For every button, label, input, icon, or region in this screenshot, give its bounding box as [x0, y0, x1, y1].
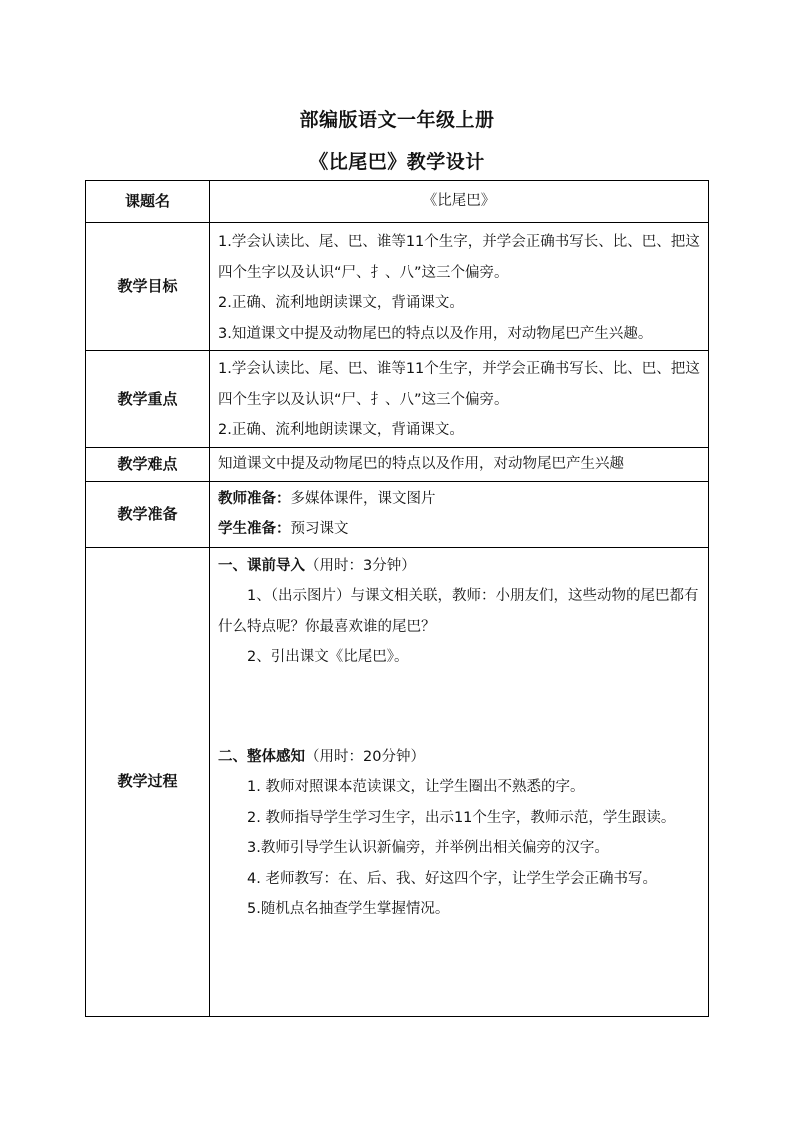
key-points-content — [210, 351, 709, 448]
section1-title: 一、课前导入 — [218, 557, 305, 574]
teacher-preparation-value: 多媒体课件，课文图片 — [290, 490, 436, 507]
section2-time: （用时：20分钟） — [305, 748, 425, 765]
goals-label: 教学目标 — [86, 223, 210, 351]
goals-content — [210, 223, 709, 351]
student-preparation-label: 学生准备： — [218, 521, 291, 537]
key-point-item: 1.学会认读比、尾、巴、谁等11个生字，并学会正确书写长、比、巴、把这四个生字以及认识“尸、扌、八”这三个偏旁。 — [218, 361, 700, 408]
section2-item: 3.教师引导学生认识新偏旁，并举例出相关偏旁的汉字。 — [247, 840, 609, 856]
difficulty-row — [86, 447, 709, 481]
section2-heading — [218, 742, 700, 773]
key-point-item: 2.正确、流利地朗读课文，背诵课文。 — [218, 422, 464, 438]
difficulty-value: 知道课文中提及动物尾巴的特点以及作用，对动物尾巴产生兴趣 — [210, 447, 709, 481]
section1-item: 1、（出示图片）与课文相关联，教师：小朋友们，这些动物的尾巴都有什么特点呢？你最喜欢谁的尾巴？ — [218, 588, 699, 635]
preparation-row — [86, 481, 709, 547]
goal-item: 1.学会认读比、尾、巴、谁等11个生字，并学会正确书写长、比、巴、把这四个生字以及认识“尸、扌、八”这三个偏旁。 — [218, 234, 700, 281]
process-content — [210, 547, 709, 1016]
student-preparation — [218, 514, 700, 545]
student-preparation-value: 预习课文 — [290, 521, 349, 537]
topic-row — [86, 181, 709, 223]
lesson-plan-table — [85, 180, 709, 1017]
section2-item: 1. 教师对照课本范读课文，让学生圈出不熟悉的字。 — [247, 779, 585, 795]
section2-item: 2. 教师指导学生学习生字，出示11个生字，教师示范，学生跟读。 — [247, 809, 676, 826]
section1-heading — [218, 551, 700, 582]
process-label: 教学过程 — [86, 547, 210, 1016]
topic-label: 课题名 — [86, 181, 210, 223]
document-title: 部编版语文一年级上册 — [299, 109, 495, 131]
section2-item: 5.随机点名抽查学生掌握情况。 — [247, 901, 450, 917]
process-row — [86, 547, 709, 1016]
goals-row — [86, 223, 709, 351]
preparation-label: 教学准备 — [86, 481, 210, 547]
section1-time: （用时：3分钟） — [305, 557, 416, 574]
goal-item: 3.知道课文中提及动物尾巴的特点以及作用，对动物尾巴产生兴趣。 — [218, 325, 653, 342]
spacer — [218, 673, 700, 742]
key-points-row — [86, 351, 709, 448]
section2-title: 二、整体感知 — [218, 748, 305, 765]
section1-item: 2、引出课文《比尾巴》。 — [247, 649, 409, 665]
goal-item: 2.正确、流利地朗读课文，背诵课文。 — [218, 295, 464, 311]
key-points-label: 教学重点 — [86, 351, 210, 448]
section2-item: 4. 老师教写：在、后、我、好这四个字，让学生学会正确书写。 — [247, 870, 657, 887]
lesson-title: 《比尾巴》教学设计 — [309, 151, 485, 173]
teacher-preparation — [218, 484, 700, 515]
difficulty-label: 教学难点 — [86, 447, 210, 481]
topic-value: 《比尾巴》 — [210, 181, 709, 223]
preparation-content — [210, 481, 709, 547]
teacher-preparation-label: 教师准备： — [218, 490, 291, 507]
